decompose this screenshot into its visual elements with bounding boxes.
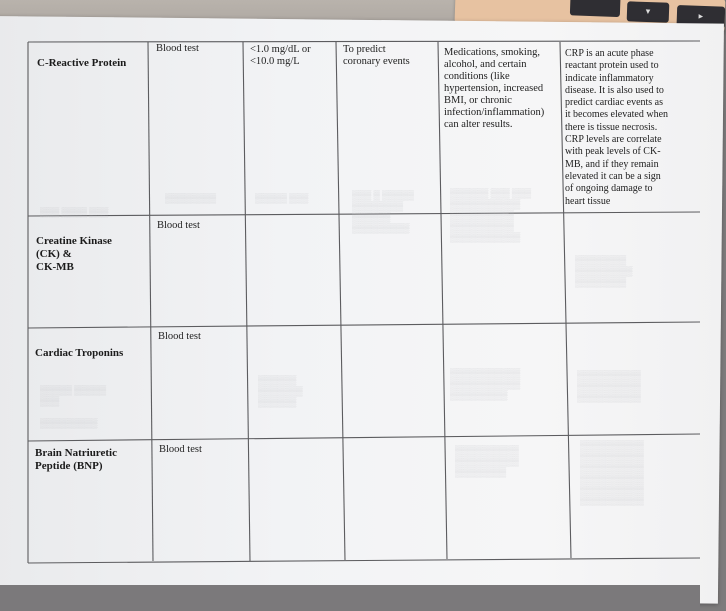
normal-range-crp: <1.0 mg/dL or <10.0 mg/L	[250, 44, 311, 67]
desk-background	[0, 585, 700, 611]
test-type-bnp: Blood test	[159, 444, 202, 455]
bleed-through-text: ▒▒▒ ▒▒▒▒ ▒▒▒	[40, 207, 109, 217]
arrow-right-icon: ▸	[698, 11, 704, 22]
row-name-ck: Creatine Kinase (CK) & CK-MB	[36, 235, 112, 273]
bleed-through-text: ▒▒▒▒▒▒▒▒▒▒▒ ▒▒▒▒▒▒▒▒▒▒▒ ▒▒▒▒▒▒▒▒▒	[450, 368, 521, 400]
bleed-through-text: ▒▒▒▒▒▒▒▒	[165, 193, 217, 203]
notes-crp: CRP is an acute phase reactant protein used to indicate inflammatory disease. It is also used to predict cardiac events as it becomes elevated when there is tissue necrosis. CRP levels are correlate with peak levels of CK- MB, and if they remain elevated it can be a sign of ongoing damage to heart tissue	[565, 48, 669, 207]
bleed-through-text: ▒▒▒▒▒▒▒▒▒▒ ▒▒▒▒▒▒▒▒▒▒ ▒▒▒▒▒▒▒▒	[455, 445, 519, 477]
bleed-through-text: ▒▒▒▒▒▒ ▒▒▒ ▒▒▒ ▒▒▒▒▒▒▒▒▒▒▒ ▒▒▒▒▒▒▒▒▒▒ ▒▒▒▒▒▒▒▒▒▒ ▒▒▒▒▒▒▒▒▒▒▒	[450, 188, 532, 242]
bleed-through-text: ▒▒▒▒▒▒▒▒ ▒▒▒▒▒▒▒▒▒ ▒▒▒▒▒▒▒▒	[575, 255, 633, 287]
purpose-crp: To predict coronary events	[343, 44, 410, 67]
bleed-through-text: ▒▒▒▒▒▒ ▒▒▒▒▒▒▒ ▒▒▒▒▒▒	[258, 375, 303, 407]
bleed-through-text: ▒▒▒ ▒ ▒▒▒▒▒ ▒▒▒▒▒▒▒▒ ▒▒▒▒▒▒ ▒▒▒▒▒▒▒▒▒	[352, 190, 414, 233]
arrow-down-icon: ▾	[645, 6, 651, 18]
factors-crp: Medications, smoking, alcohol, and certain conditions (like hypertension, increased BMI, or chronic infection/inflammation) can alter results.	[444, 47, 545, 130]
bleed-through-text: ▒▒▒▒▒▒▒▒▒▒ ▒▒▒▒▒▒▒▒▒▒ ▒▒▒▒▒▒▒▒▒▒ ▒▒▒▒▒▒▒▒▒▒ ▒▒▒▒▒▒▒▒▒▒ ▒▒▒▒▒▒▒▒▒▒	[580, 440, 644, 505]
row-name-bnp: Brain Natriuretic Peptide (BNP)	[35, 447, 117, 472]
row-name-troponins: Cardiac Troponins	[35, 347, 124, 359]
bleed-through-text: ▒▒▒▒▒▒▒▒▒▒ ▒▒▒▒▒▒▒▒▒▒ ▒▒▒▒▒▒▒▒▒▒	[577, 370, 641, 402]
test-type-troponins: Blood test	[158, 331, 201, 342]
row-name-crp: C-Reactive Protein	[37, 57, 127, 69]
test-type-crp: Blood test	[156, 43, 199, 54]
test-type-ck: Blood test	[157, 220, 200, 231]
bleed-through-text: ▒▒▒▒▒ ▒▒▒	[255, 193, 309, 203]
bleed-through-text: ▒▒▒▒▒ ▒▒▒▒▒ ▒▒▒ ▒▒▒▒▒▒▒▒▒	[40, 385, 107, 428]
